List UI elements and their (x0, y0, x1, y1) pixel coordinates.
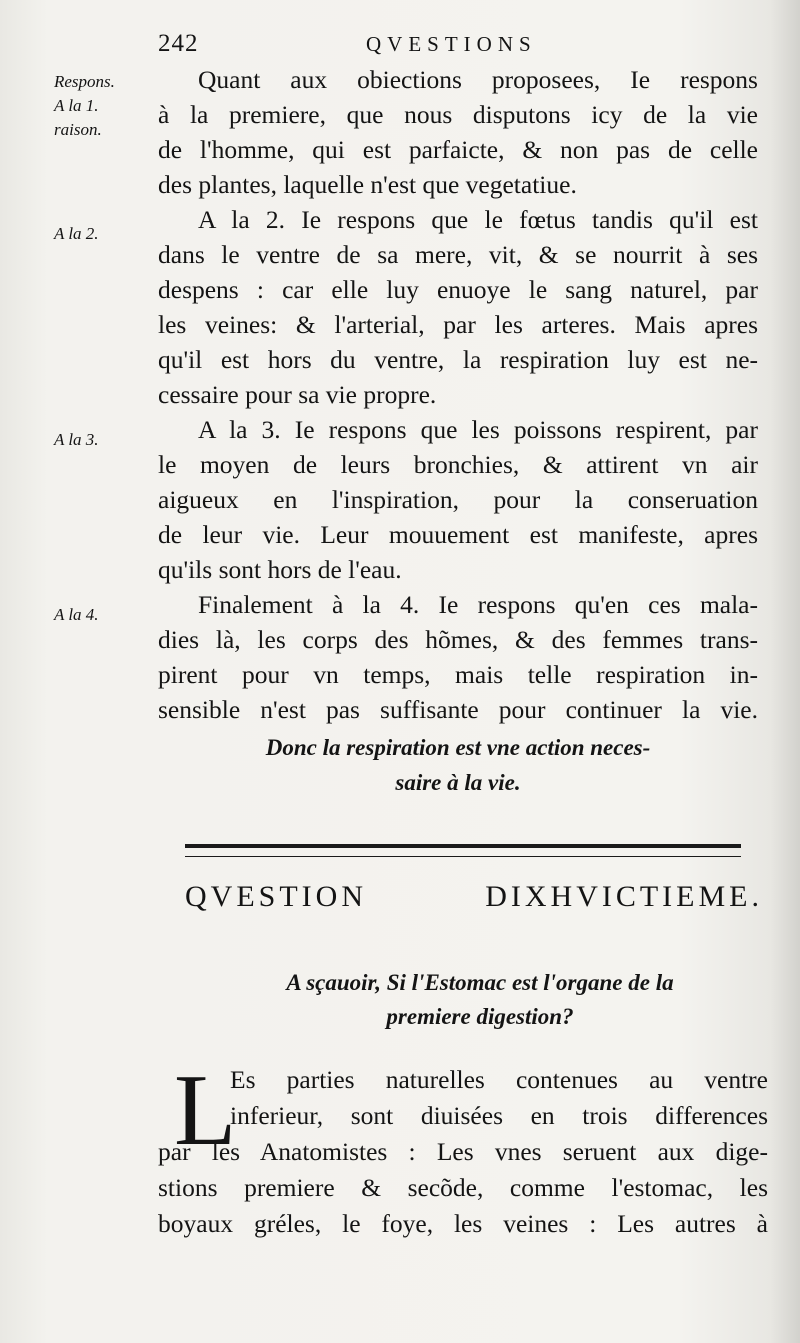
text-line: despens : car elle luy enuoye le sang naturel, par (158, 275, 758, 304)
text-line: A la 3. Ie respons que les poissons respirent, par (198, 415, 758, 444)
conclusion (158, 730, 758, 800)
paragraph-1 (158, 62, 758, 202)
text-line: pirent pour vn temps, mais telle respiration in- (158, 660, 758, 689)
text-line: dans le ventre de sa mere, vit, & se nourrit à ses (158, 240, 758, 269)
subtitle-line: premiere digestion? (386, 1004, 574, 1029)
text-line: sensible n'est pas suffisante pour continuer la vie. (158, 695, 758, 724)
margin-note-line: raison. (54, 120, 102, 139)
text-line: à la premiere, que nous disputons icy de la vie (158, 100, 758, 129)
text-line: le moyen de leurs bronchies, & attirent vn air (158, 450, 758, 479)
text-line: de leur vie. Leur mouuement est manifeste, apres (158, 520, 758, 549)
page-edge-shadow (770, 0, 800, 1343)
text-line: les veines: & l'arterial, par les arteres. Mais apres (158, 310, 758, 339)
text-line: par les Anatomistes : Les vnes seruent aux dige- (158, 1137, 768, 1166)
text-line: boyaux gréles, le foye, les veines : Les autres à (158, 1209, 768, 1238)
body-paragraph (158, 1054, 768, 1242)
margin-note-a-la-3: A la 3. (54, 430, 99, 449)
text-line: Es parties naturelles contenues au ventre (230, 1065, 768, 1094)
text-line: qu'ils sont hors de l'eau. (158, 555, 402, 584)
question-subtitle (200, 966, 760, 1034)
text-line: Finalement à la 4. Ie respons qu'en ces mala- (198, 590, 758, 619)
text-line: aigueux en l'inspiration, pour la conseruation (158, 485, 758, 514)
margin-note-line: A la 1. (54, 96, 99, 115)
section-divider (185, 844, 741, 857)
text-line: Quant aux obiections proposees, Ie respons (198, 65, 758, 94)
paragraph-2 (158, 202, 758, 412)
margin-note-a-la-2: A la 2. (54, 224, 99, 243)
text-line: qu'il est hors du ventre, la respiration luy est ne- (158, 345, 758, 374)
subtitle-line: A sçauoir, Si l'Estomac est l'organe de la (286, 970, 674, 995)
running-title: QVESTIONS (366, 32, 537, 56)
margin-note-a-la-4: A la 4. (54, 605, 99, 624)
text-line: A la 2. Ie respons que le fœtus tandis qu'il est (198, 205, 758, 234)
paragraph-4 (158, 587, 758, 727)
text-line: inferieur, sont diuisées en trois differences (230, 1101, 768, 1130)
paragraph-3 (158, 412, 758, 587)
margin-note-respons (54, 70, 154, 142)
running-head (0, 30, 800, 64)
margin-note-line: Respons. (54, 72, 115, 91)
text-line: des plantes, laquelle n'est que vegetatiue. (158, 170, 577, 199)
conclusion-line: Donc la respiration est vne action neces- (265, 735, 651, 760)
text-line: de l'homme, qui est parfaicte, & non pas de celle (158, 135, 758, 164)
text-line: cessaire pour sa vie propre. (158, 380, 437, 409)
text-line: stions premiere & secõde, comme l'estomac, les (158, 1173, 768, 1202)
question-title: QVESTION DIXHVICTIEME. (185, 880, 763, 913)
drop-cap: L (174, 1054, 237, 1167)
text-line: dies là, les corps des hõmes, & des femmes trans- (158, 625, 758, 654)
page-number: 242 (158, 30, 199, 57)
conclusion-line: saire à la vie. (395, 770, 521, 795)
